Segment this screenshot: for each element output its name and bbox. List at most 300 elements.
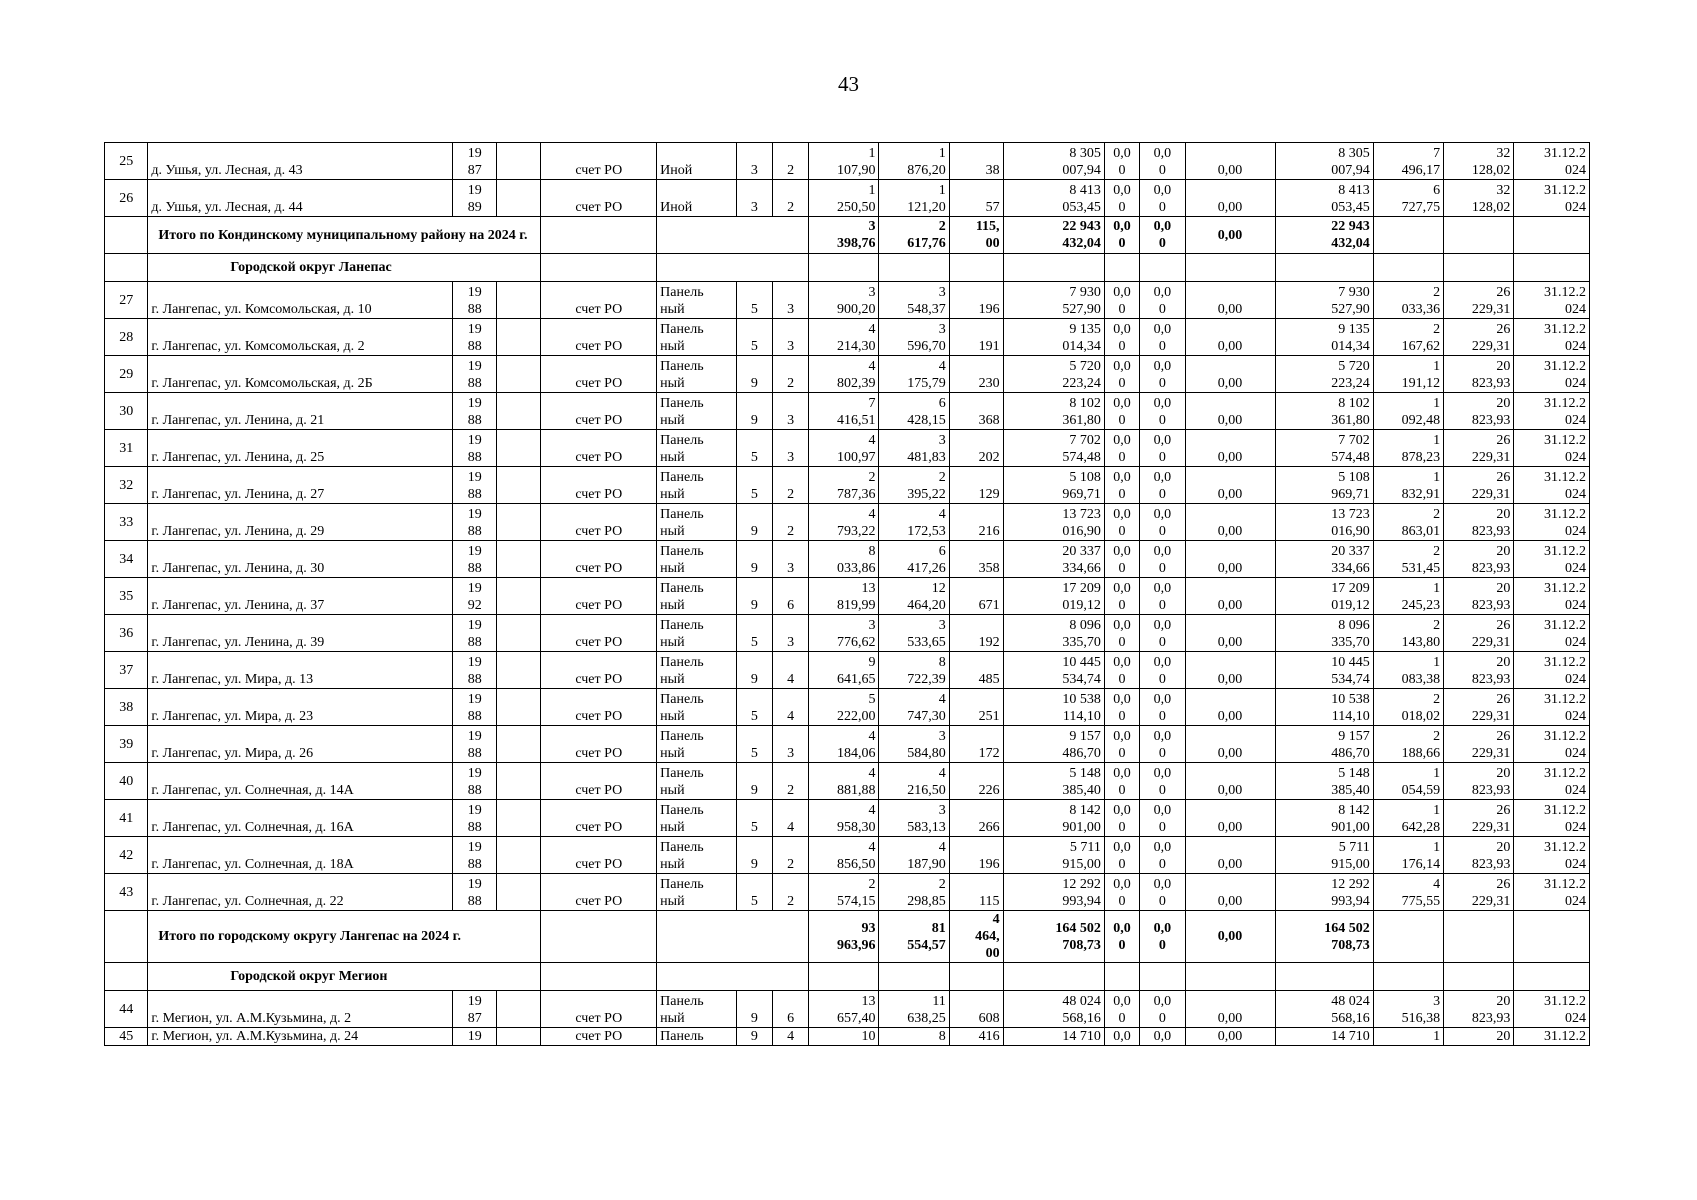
entrances-cell: 2 [772, 763, 808, 800]
floors-cell: 5 [736, 615, 772, 652]
area-total-cell-line: 819,99 [836, 598, 876, 613]
area-total-cell-line: 4 [868, 766, 876, 781]
area-total-cell-line: 4 [868, 803, 876, 818]
own-funds-cell-line: 5 148 [1338, 766, 1370, 781]
material-cell [657, 874, 737, 911]
empty-cell [1514, 217, 1590, 254]
entrances-cell: 6 [772, 991, 808, 1028]
material-cell-line: ный [660, 672, 685, 687]
fund3-cell: 0,00 [1185, 800, 1275, 837]
total-cost-line: 164 502 [1055, 920, 1101, 936]
fund1-cell-line: 0,0 [1113, 692, 1131, 707]
total-row [105, 911, 1590, 963]
address-cell: г. Мегион, ул. А.М.Кузьмина, д. 2 [148, 991, 453, 1028]
date-cell [1514, 430, 1590, 467]
own-funds-cell [1275, 356, 1373, 393]
row-number: 44 [105, 991, 148, 1028]
year-cell [453, 837, 496, 874]
cost-total-cell-line: 10 538 [1062, 692, 1101, 707]
date-cell [1514, 467, 1590, 504]
cost-total-cell-line: 568,16 [1062, 1011, 1101, 1026]
material-cell [657, 541, 737, 578]
limit-cost-cell-line: 32 [1496, 146, 1511, 161]
empty-cell [879, 254, 949, 282]
limit-cost-cell-line: 229,31 [1471, 302, 1511, 317]
total-fund1 [1104, 217, 1139, 254]
row-number: 38 [105, 689, 148, 726]
table-row [105, 1028, 1590, 1046]
unit-cost-cell-line: 2 [1433, 729, 1441, 744]
area-total-cell [809, 180, 879, 217]
area-living-cell-line: 4 [938, 692, 946, 707]
limit-cost-cell [1444, 837, 1514, 874]
fund2-cell-line: 0,0 [1153, 840, 1172, 855]
area-living-cell-line: 638,25 [907, 1011, 946, 1026]
table-row [105, 615, 1590, 652]
empty-cell [1003, 254, 1104, 282]
fund2-cell [1140, 874, 1186, 911]
year-cell [453, 180, 496, 217]
limit-cost-cell-line: 26 [1496, 618, 1511, 633]
year-cell-line: 88 [467, 709, 482, 724]
area-living-cell-line: 172,53 [907, 524, 946, 539]
unit-cost-cell [1373, 282, 1443, 319]
limit-cost-cell-line: 823,93 [1471, 783, 1511, 798]
own-funds-cell-line: 016,90 [1331, 524, 1370, 539]
empty-cell [541, 963, 657, 991]
fund1-cell-line: 0 [1118, 1011, 1126, 1026]
unit-cost-cell-line: 1 [1433, 359, 1441, 374]
year-cell-line: 92 [467, 598, 482, 613]
area-total-cell [809, 652, 879, 689]
year-cell [453, 430, 496, 467]
year-cell-line: 88 [467, 672, 482, 687]
residents-cell: 416 [949, 1028, 1003, 1046]
own-funds-cell [1275, 319, 1373, 356]
date-cell-line: 024 [1565, 376, 1586, 391]
area-living-cell-line: 2 [938, 470, 946, 485]
row-number: 37 [105, 652, 148, 689]
cost-total-cell-line: 385,40 [1062, 783, 1101, 798]
date-cell [1514, 726, 1590, 763]
material-cell-line: Панель [660, 1029, 704, 1044]
area-total-cell-line: 13 [861, 994, 876, 1009]
limit-cost-cell [1444, 763, 1514, 800]
empty-cell [496, 319, 540, 356]
total-fund2 [1140, 217, 1186, 254]
table-row [105, 541, 1590, 578]
limit-cost-cell-line: 823,93 [1471, 598, 1511, 613]
unit-cost-cell-line: 1 [1433, 470, 1441, 485]
date-cell [1514, 837, 1590, 874]
row-number: 30 [105, 393, 148, 430]
empty-cell [496, 726, 540, 763]
material-cell-line: ный [660, 1011, 685, 1026]
limit-cost-cell-line: 26 [1496, 803, 1511, 818]
limit-cost-cell-line: 229,31 [1471, 487, 1511, 502]
own-funds-cell-line: 534,74 [1331, 672, 1370, 687]
area-living-cell [879, 430, 949, 467]
area-living-cell-line: 8 [938, 1029, 946, 1044]
fund2-cell [1140, 1028, 1186, 1046]
fund1-cell-line: 0,0 [1113, 581, 1131, 596]
year-cell [453, 763, 496, 800]
residents-cell: 196 [949, 282, 1003, 319]
empty-cell [541, 217, 657, 254]
area-living-cell-line: 8 [938, 655, 946, 670]
own-funds-cell-line: 014,34 [1331, 339, 1370, 354]
material-cell-line: Панель [660, 877, 704, 892]
method-cell: счет РО [541, 393, 657, 430]
area-total-cell [809, 763, 879, 800]
year-cell [453, 1028, 496, 1046]
own-funds-cell-line: 486,70 [1331, 746, 1370, 761]
material-cell [657, 800, 737, 837]
area-total-cell [809, 282, 879, 319]
fund1-cell-line: 0 [1118, 200, 1126, 215]
area-living-cell [879, 652, 949, 689]
year-cell-line: 88 [467, 857, 482, 872]
cost-total-cell [1003, 393, 1104, 430]
limit-cost-cell [1444, 180, 1514, 217]
fund2-cell [1140, 689, 1186, 726]
cost-total-cell-line: 007,94 [1062, 163, 1101, 178]
total-label: Итого по городскому округу Лангепас на 2024 г. [148, 911, 541, 963]
date-cell-line: 024 [1565, 820, 1586, 835]
method-cell: счет РО [541, 689, 657, 726]
year-cell-line: 88 [467, 487, 482, 502]
empty-cell [496, 180, 540, 217]
date-cell-line: 31.12.2 [1544, 183, 1586, 198]
material-cell-line: ный [660, 302, 685, 317]
year-cell-line: 19 [467, 581, 482, 596]
total-own-funds-line: 22 943 [1331, 219, 1370, 234]
year-cell [453, 652, 496, 689]
residents-cell: 226 [949, 763, 1003, 800]
fund3-cell: 0,00 [1185, 467, 1275, 504]
cost-total-cell-line: 8 142 [1069, 803, 1101, 818]
material-cell-line: ный [660, 376, 685, 391]
area-living-cell-line: 3 [938, 803, 946, 818]
own-funds-cell-line: 17 209 [1331, 581, 1370, 596]
year-cell-line: 19 [467, 146, 482, 161]
fund3-cell: 0,00 [1185, 763, 1275, 800]
unit-cost-cell-line: 2 [1433, 618, 1441, 633]
fund2-cell-line: 0 [1158, 783, 1166, 798]
empty-cell [1373, 911, 1443, 963]
own-funds-cell-line: 5 720 [1338, 359, 1370, 374]
own-funds-cell-line: 969,71 [1331, 487, 1370, 502]
limit-cost-cell-line: 823,93 [1471, 1011, 1511, 1026]
unit-cost-cell-line: 832,91 [1401, 487, 1441, 502]
cost-total-cell-line: 5 720 [1069, 359, 1101, 374]
cost-total-cell-line: 223,24 [1062, 376, 1101, 391]
empty-cell [1373, 254, 1443, 282]
date-cell [1514, 180, 1590, 217]
own-funds-cell-line: 8 096 [1338, 618, 1370, 633]
fund3-cell: 0,00 [1185, 615, 1275, 652]
cost-total-cell [1003, 800, 1104, 837]
own-funds-cell [1275, 874, 1373, 911]
limit-cost-cell-line: 26 [1496, 877, 1511, 892]
table-row [105, 874, 1590, 911]
fund2-cell-line: 0 [1158, 376, 1166, 391]
unit-cost-cell [1373, 615, 1443, 652]
material-cell-line: ный [660, 709, 685, 724]
date-cell [1514, 282, 1590, 319]
cost-total-cell-line: 5 711 [1069, 840, 1101, 855]
fund2-cell-line: 0 [1158, 413, 1166, 428]
material-cell-line: ный [660, 339, 685, 354]
fund1-cell-line: 0 [1118, 487, 1126, 502]
date-cell-line: 024 [1565, 487, 1586, 502]
table-row [105, 393, 1590, 430]
method-cell: счет РО [541, 874, 657, 911]
fund2-cell-line: 0,0 [1153, 618, 1172, 633]
own-funds-cell-line: 574,48 [1331, 450, 1370, 465]
total-cost-line: 708,73 [1062, 937, 1101, 953]
total-fund2 [1140, 911, 1186, 963]
limit-cost-cell-line: 823,93 [1471, 413, 1511, 428]
year-cell-line: 88 [467, 635, 482, 650]
address-cell: г. Лангепас, ул. Солнечная, д. 14А [148, 763, 453, 800]
unit-cost-cell-line: 1 [1433, 433, 1441, 448]
area-total-cell-line: 881,88 [836, 783, 876, 798]
year-cell [453, 615, 496, 652]
unit-cost-cell [1373, 874, 1443, 911]
table-row [105, 319, 1590, 356]
method-cell: счет РО [541, 763, 657, 800]
limit-cost-cell [1444, 504, 1514, 541]
limit-cost-cell-line: 823,93 [1471, 524, 1511, 539]
year-cell-line: 19 [467, 396, 482, 411]
fund1-cell [1104, 180, 1139, 217]
cost-total-cell-line: 9 157 [1069, 729, 1101, 744]
empty-cell [1444, 217, 1514, 254]
year-cell-line: 19 [467, 1029, 482, 1044]
area-total-cell-line: 9 [868, 655, 876, 670]
year-cell-line: 88 [467, 339, 482, 354]
year-cell-line: 19 [467, 322, 482, 337]
floors-cell: 5 [736, 874, 772, 911]
method-cell: счет РО [541, 541, 657, 578]
area-total-cell [809, 578, 879, 615]
material-cell-line: Иной [660, 163, 693, 178]
own-funds-cell [1275, 726, 1373, 763]
area-living-cell [879, 393, 949, 430]
material-cell-line: Панель [660, 581, 704, 596]
residents-cell: 358 [949, 541, 1003, 578]
fund2-cell [1140, 763, 1186, 800]
cost-total-cell [1003, 180, 1104, 217]
cost-total-cell [1003, 578, 1104, 615]
own-funds-cell-line: 361,80 [1331, 413, 1370, 428]
date-cell-line: 024 [1565, 598, 1586, 613]
fund2-cell-line: 0 [1158, 487, 1166, 502]
empty-cell [496, 991, 540, 1028]
area-living-cell [879, 689, 949, 726]
total-fund1-line: 0 [1118, 937, 1126, 953]
area-living-cell-line: 11 [932, 994, 946, 1009]
fund1-cell [1104, 689, 1139, 726]
year-cell-line: 88 [467, 376, 482, 391]
date-cell-line: 024 [1565, 302, 1586, 317]
area-total-cell-line: 787,36 [836, 487, 876, 502]
fund1-cell-line: 0,0 [1113, 766, 1131, 781]
cost-total-cell-line: 20 337 [1062, 544, 1101, 559]
material-cell [657, 180, 737, 217]
cost-total-cell-line: 9 135 [1069, 322, 1101, 337]
material-cell-line: ный [660, 524, 685, 539]
table-row [105, 467, 1590, 504]
fund1-cell-line: 0,0 [1113, 840, 1131, 855]
empty-cell [657, 254, 809, 282]
total-own-funds [1275, 217, 1373, 254]
area-living-cell-line: 298,85 [907, 894, 946, 909]
limit-cost-cell [1444, 874, 1514, 911]
empty-cell [657, 911, 809, 963]
cost-total-cell-line: 053,45 [1062, 200, 1101, 215]
cost-total-cell [1003, 837, 1104, 874]
year-cell [453, 578, 496, 615]
area-living-cell [879, 800, 949, 837]
date-cell-line: 31.12.2 [1544, 692, 1586, 707]
date-cell-line: 31.12.2 [1544, 146, 1586, 161]
limit-cost-cell-line: 20 [1496, 655, 1511, 670]
fund2-cell-line: 0,0 [1153, 766, 1172, 781]
cost-total-cell-line: 527,90 [1062, 302, 1101, 317]
fund1-cell-line: 0 [1118, 672, 1126, 687]
total-area-living [879, 217, 949, 254]
table-row [105, 282, 1590, 319]
empty-cell [1514, 254, 1590, 282]
limit-cost-cell-line: 229,31 [1471, 820, 1511, 835]
fund1-cell-line: 0,0 [1113, 544, 1131, 559]
fund2-cell-line: 0 [1158, 857, 1166, 872]
own-funds-cell [1275, 180, 1373, 217]
fund1-cell-line: 0,0 [1113, 729, 1131, 744]
own-funds-cell-line: 527,90 [1331, 302, 1370, 317]
address-cell: г. Лангепас, ул. Комсомольская, д. 2 [148, 319, 453, 356]
fund2-cell-line: 0 [1158, 524, 1166, 539]
area-total-cell-line: 776,62 [836, 635, 876, 650]
method-cell: счет РО [541, 652, 657, 689]
own-funds-cell-line: 7 702 [1338, 433, 1370, 448]
fund1-cell-line: 0,0 [1113, 618, 1131, 633]
fund1-cell-line: 0,0 [1113, 877, 1131, 892]
year-cell-line: 88 [467, 413, 482, 428]
total-own-funds-line: 432,04 [1331, 236, 1370, 251]
date-cell [1514, 615, 1590, 652]
own-funds-cell [1275, 541, 1373, 578]
unit-cost-cell-line: 4 [1433, 877, 1441, 892]
limit-cost-cell-line: 26 [1496, 470, 1511, 485]
own-funds-cell-line: 568,16 [1331, 1011, 1370, 1026]
own-funds-cell-line: 10 538 [1331, 692, 1370, 707]
unit-cost-cell [1373, 689, 1443, 726]
own-funds-cell-line: 13 723 [1331, 507, 1370, 522]
limit-cost-cell-line: 20 [1496, 544, 1511, 559]
total-residents-line: 115, [975, 219, 1000, 234]
empty-cell [1140, 254, 1186, 282]
area-living-cell-line: 6 [938, 544, 946, 559]
cost-total-cell-line: 915,00 [1062, 857, 1101, 872]
fund1-cell [1104, 1028, 1139, 1046]
fund2-cell [1140, 143, 1186, 180]
unit-cost-cell-line: 1 [1433, 803, 1441, 818]
entrances-cell: 4 [772, 689, 808, 726]
fund1-cell-line: 0 [1118, 524, 1126, 539]
area-living-cell-line: 3 [938, 618, 946, 633]
total-area-living-line: 554,57 [907, 937, 946, 953]
year-cell [453, 689, 496, 726]
floors-cell: 3 [736, 143, 772, 180]
date-cell-line: 024 [1565, 672, 1586, 687]
empty-cell [105, 254, 148, 282]
date-cell-line: 024 [1565, 413, 1586, 428]
row-number: 40 [105, 763, 148, 800]
area-total-cell [809, 689, 879, 726]
fund1-cell-line: 0 [1118, 302, 1126, 317]
total-residents [949, 217, 1003, 254]
fund2-cell [1140, 615, 1186, 652]
fund1-cell [1104, 467, 1139, 504]
material-cell-line: Панель [660, 803, 704, 818]
area-living-cell-line: 428,15 [907, 413, 946, 428]
unit-cost-cell-line: 7 [1433, 146, 1441, 161]
limit-cost-cell-line: 26 [1496, 692, 1511, 707]
fund2-cell [1140, 578, 1186, 615]
row-number: 28 [105, 319, 148, 356]
unit-cost-cell-line: 6 [1433, 183, 1441, 198]
cost-total-cell [1003, 282, 1104, 319]
fund1-cell-line: 0 [1118, 163, 1126, 178]
table-row [105, 800, 1590, 837]
cost-total-cell-line: 969,71 [1062, 487, 1101, 502]
area-total-cell [809, 541, 879, 578]
cost-total-cell [1003, 541, 1104, 578]
cost-total-cell-line: 17 209 [1062, 581, 1101, 596]
area-living-cell-line: 747,30 [907, 709, 946, 724]
fund1-cell [1104, 652, 1139, 689]
address-cell: г. Лангепас, ул. Комсомольская, д. 2Б [148, 356, 453, 393]
fund1-cell-line: 0,0 [1113, 803, 1131, 818]
unit-cost-cell [1373, 430, 1443, 467]
date-cell-line: 024 [1565, 746, 1586, 761]
fund2-cell-line: 0,0 [1153, 1029, 1172, 1044]
fund2-cell-line: 0 [1158, 1011, 1166, 1026]
fund3-cell: 0,00 [1185, 356, 1275, 393]
address-cell: г. Лангепас, ул. Мира, д. 26 [148, 726, 453, 763]
unit-cost-cell-line: 775,55 [1401, 894, 1441, 909]
area-living-cell-line: 584,80 [907, 746, 946, 761]
floors-cell: 3 [736, 180, 772, 217]
page-number: 43 [838, 72, 859, 96]
cost-total-cell-line: 13 723 [1062, 507, 1101, 522]
material-cell-line: Панель [660, 766, 704, 781]
cost-total-cell [1003, 689, 1104, 726]
table-row [105, 143, 1590, 180]
own-funds-cell [1275, 689, 1373, 726]
date-cell-line: 31.12.2 [1544, 581, 1586, 596]
unit-cost-cell-line: 2 [1433, 322, 1441, 337]
entrances-cell: 2 [772, 467, 808, 504]
area-total-cell-line: 10 [861, 1029, 876, 1044]
fund2-cell [1140, 541, 1186, 578]
residents-cell: 38 [949, 143, 1003, 180]
material-cell [657, 763, 737, 800]
empty-cell [1104, 254, 1139, 282]
